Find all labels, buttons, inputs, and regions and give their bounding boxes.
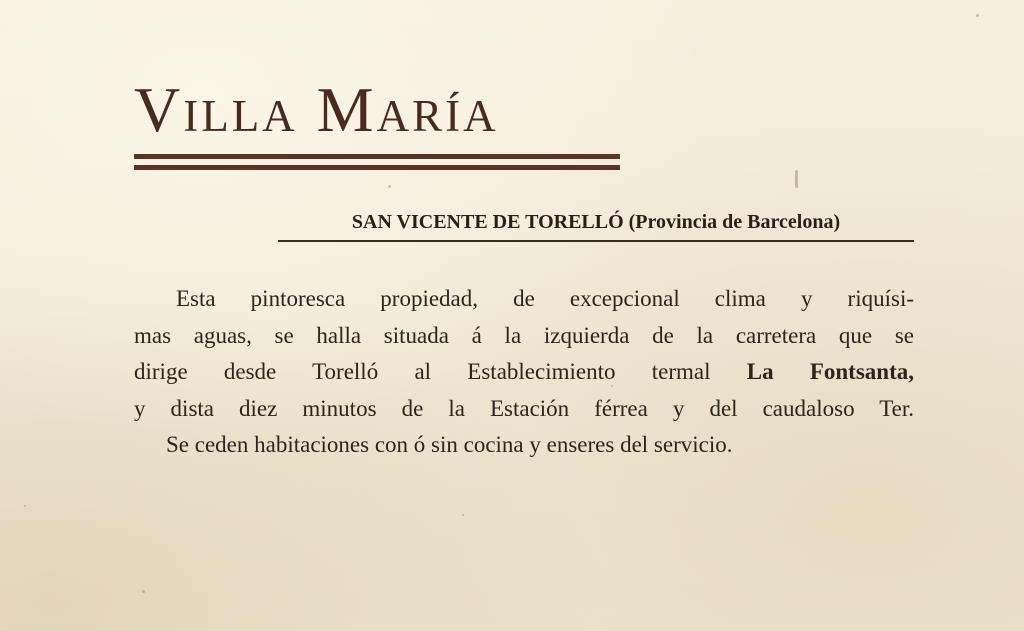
paper-speck [24,505,26,507]
paragraph-line [134,354,914,391]
description-paragraph [134,281,914,464]
card-title: Villa María [134,74,499,145]
paragraph-line: Se ceden habitaciones con ó sin cocina y enseres del servicio. [166,432,733,457]
paper-speck [795,170,798,188]
paper-speck [462,514,464,516]
paper-speck [976,14,979,17]
paper-speck [388,185,391,188]
paragraph-line: Esta pintoresca propiedad, de excepcional clima y riquísi- [176,286,914,311]
establishment-name: La Fontsanta, [746,359,914,384]
paragraph-line-text: dirige desde Torelló al Establecimiento termal [134,359,747,384]
paragraph-line: y dista diez minutos de la Estación férrea y del caudaloso Ter. [134,395,914,421]
subtitle-underline [278,240,914,242]
title-underline-bottom [134,165,620,170]
paper-speck [142,590,145,593]
paragraph-line: mas aguas, se halla situada á la izquierda de la carretera que se [134,322,914,348]
location-subtitle: SAN VICENTE DE TORELLÓ (Provincia de Barcelona) [351,211,841,233]
title-underline-top [134,154,620,159]
